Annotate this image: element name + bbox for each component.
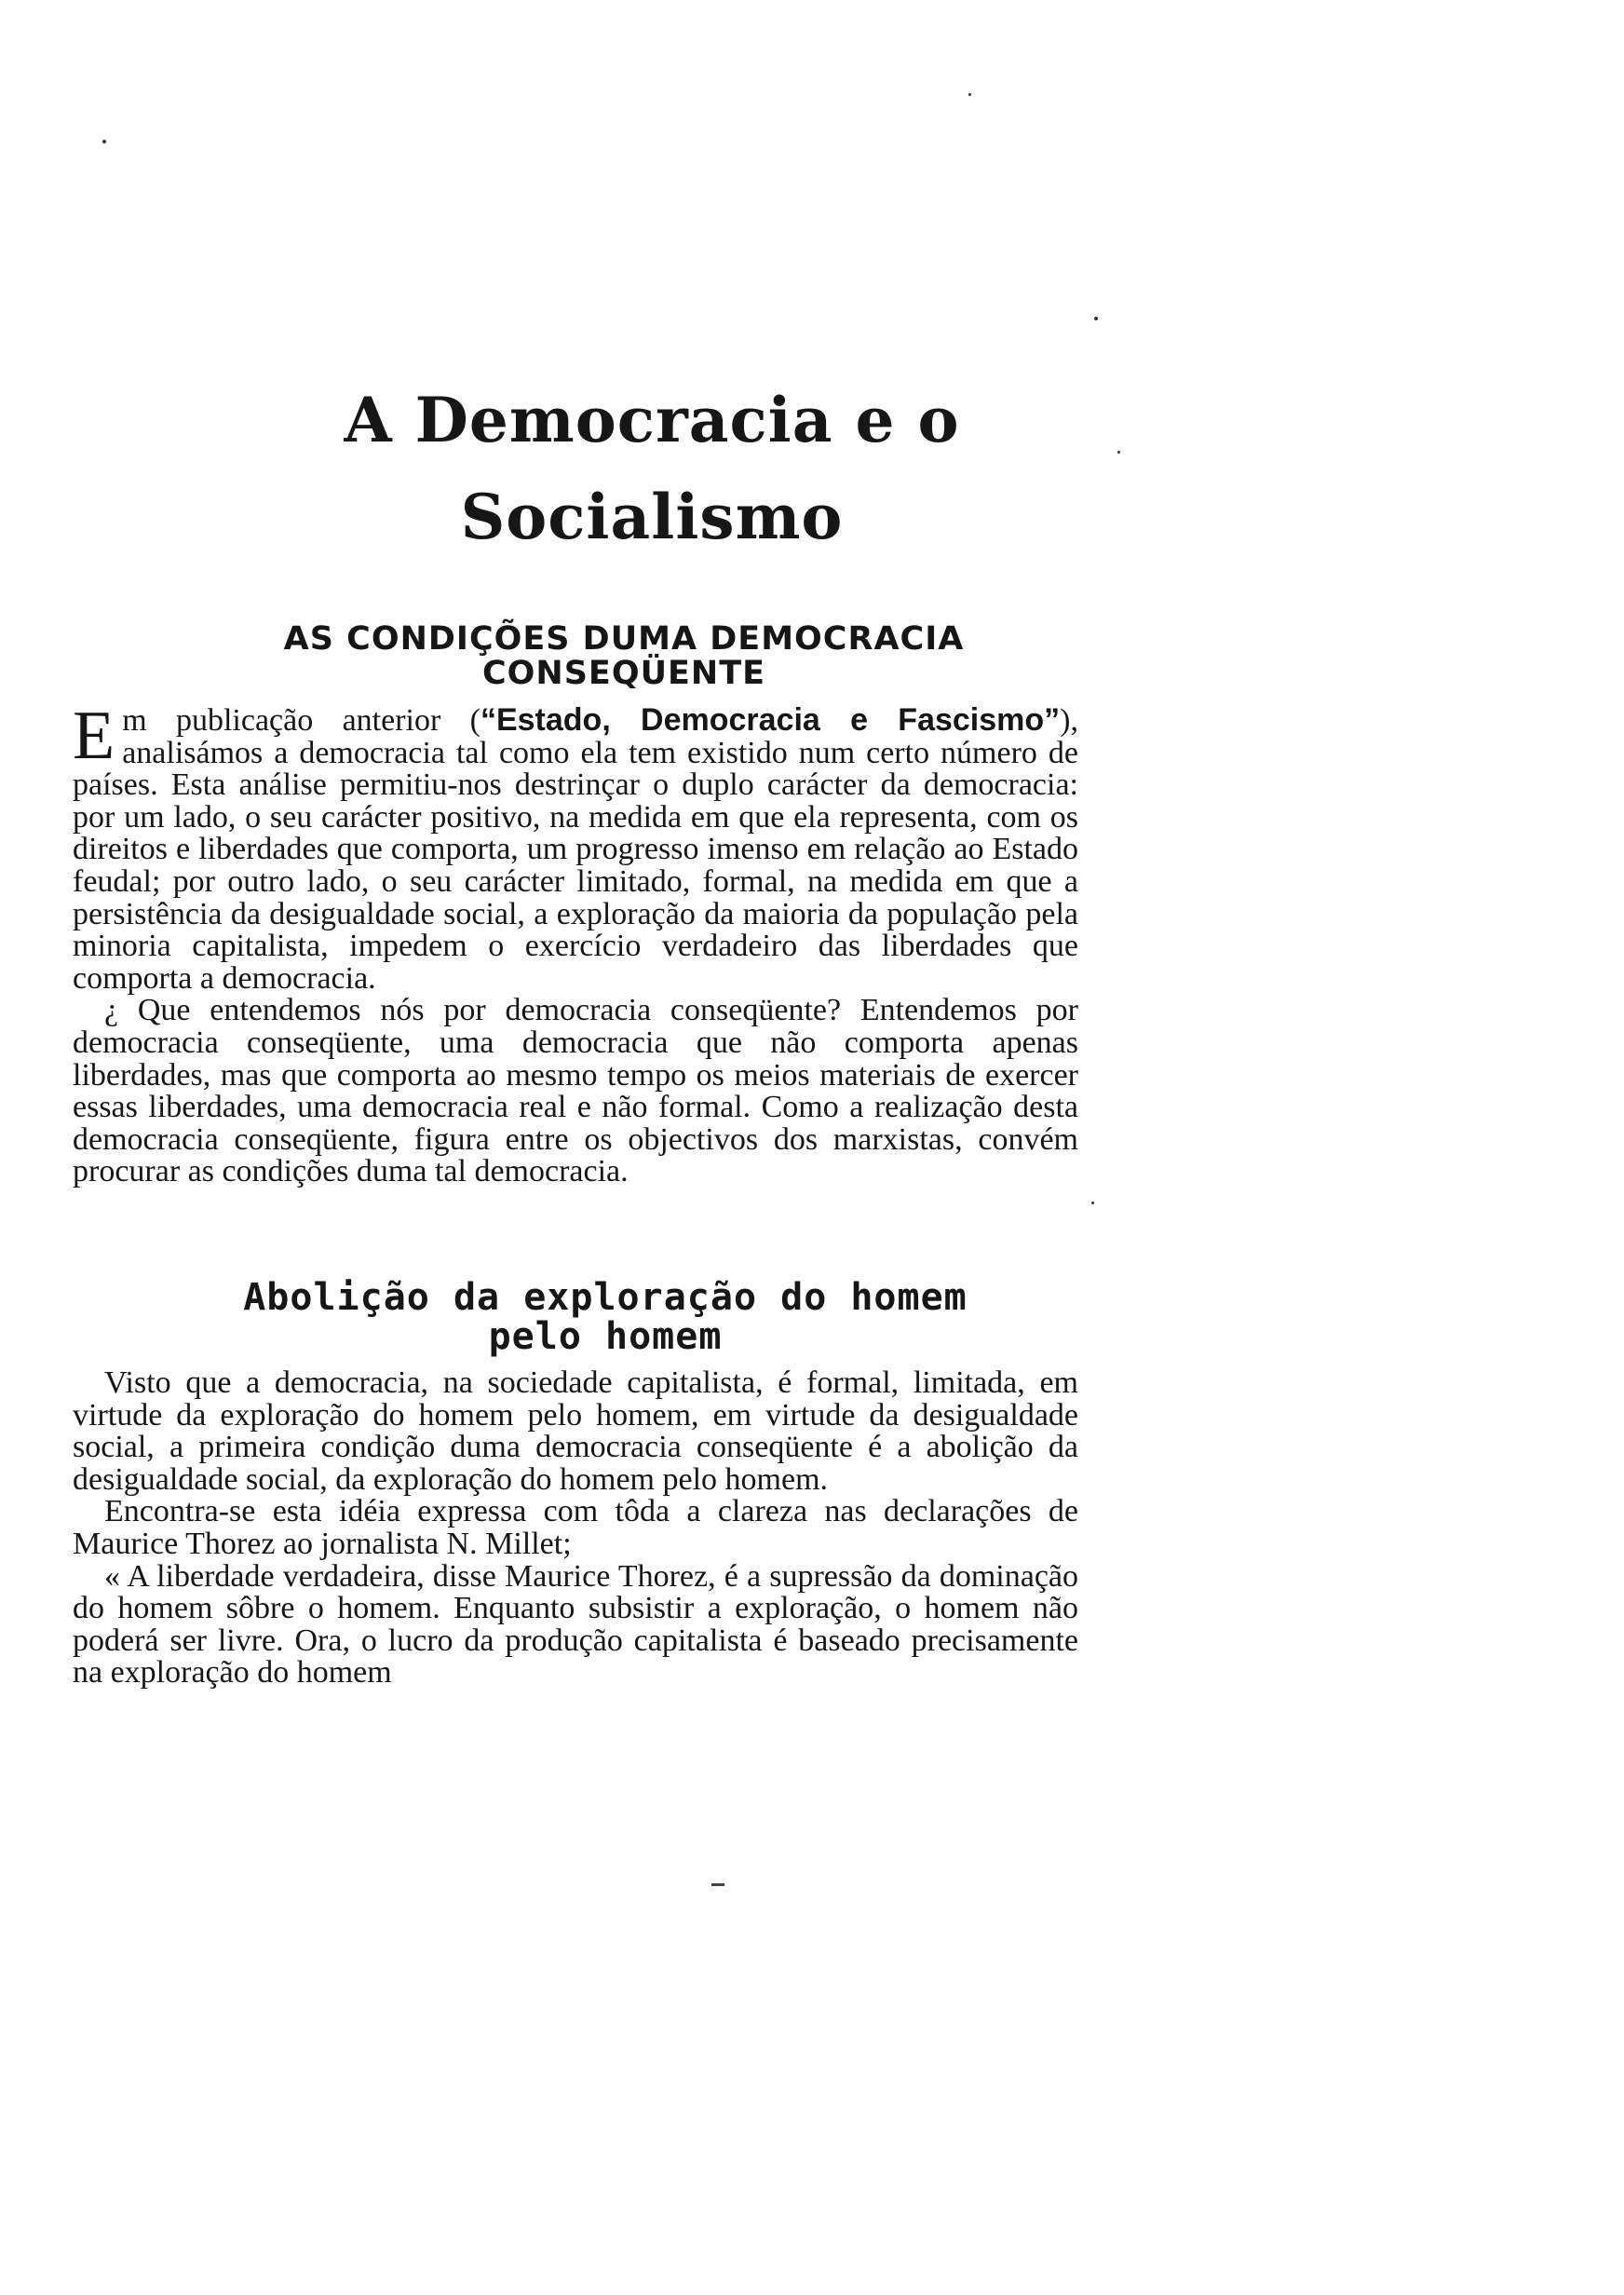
scan-speck xyxy=(102,140,106,143)
paragraph-2: ¿ Que entendemos nós por democracia conseqüente? Entendemos por democracia conseqüente, uma democracia que não comporta apenas liberdades, mas que comporta ao mesmo tempo os meios materiais de exercer essas liberdades, uma democracia real e não formal. Como a realização desta democracia conseqüente, figura entre os objectivos dos marxistas, convém procurar as condições duma tal democracia. xyxy=(73,993,1078,1189)
paragraph-3: Visto que a democracia, na sociedade capitalista, é formal, limitada, em virtude da exploração do homem pelo homem, em virtude da desigualdade social, a primeira condição duma democracia conseqüente é a abolição da desigualdade social, da exploração do homem pelo homem. xyxy=(73,1365,1078,1497)
scan-speck xyxy=(968,93,971,96)
paragraph-1-lead: m publicação anterior ( xyxy=(122,703,480,738)
scan-speck xyxy=(1117,451,1120,454)
paragraph-1-rest: ), analisámos a democracia tal como ela tem existido num certo número de países. Esta análise permitiu-nos destrinçar o duplo carácter da democracia: por um lado, o seu carácter positivo, na medida em que ela representa, com os direitos e liberdades que comporta, um progresso imenso em relação ao Estado feudal; por outro lado, o seu carácter limitado, formal, na medida em que a persistência da desigualdade social, a exploração da maioria da população pela minoria capitalista, impedem o exercício verdadeiro das liberdades que comporta a democracia. xyxy=(73,703,1078,996)
paragraph-4: Encontra-se esta idéia expressa com tôda a clareza nas declarações de Maurice Thorez ao jornalista N. Millet; xyxy=(73,1494,1078,1561)
body-text-section-1 xyxy=(73,698,1078,1189)
subheading-line-2: pelo homem xyxy=(488,1315,723,1358)
section-heading xyxy=(130,622,1117,691)
body-text-section-2 xyxy=(73,1367,1078,1690)
section-heading-line-1: AS CONDIÇÕES DUMA DEMOCRACIA xyxy=(283,620,965,658)
scan-speck xyxy=(1091,1202,1094,1204)
title-line-1: A Democracia e o xyxy=(344,384,960,456)
paragraph-1 xyxy=(73,698,1078,996)
scan-mark xyxy=(711,1883,724,1886)
title-line-2: Socialismo xyxy=(460,481,844,553)
section-heading-line-2: CONSEQÜENTE xyxy=(481,655,765,693)
scan-speck xyxy=(1094,317,1098,320)
drop-cap: E xyxy=(73,698,115,774)
subheading xyxy=(130,1278,1080,1356)
subheading-line-1: Abolição da exploração do homem xyxy=(243,1276,968,1319)
paragraph-5: « A liberdade verdadeira, disse Maurice Thorez, é a supressão da dominação do homem sôbre o homem. Enquanto subsistir a exploração, o homem não poderá ser livre. Ora, o lucro da produção capitalista é baseado precisamente na exploração do homem xyxy=(73,1558,1078,1691)
reference-title: “Estado, Democracia e Fascismo” xyxy=(480,702,1061,738)
